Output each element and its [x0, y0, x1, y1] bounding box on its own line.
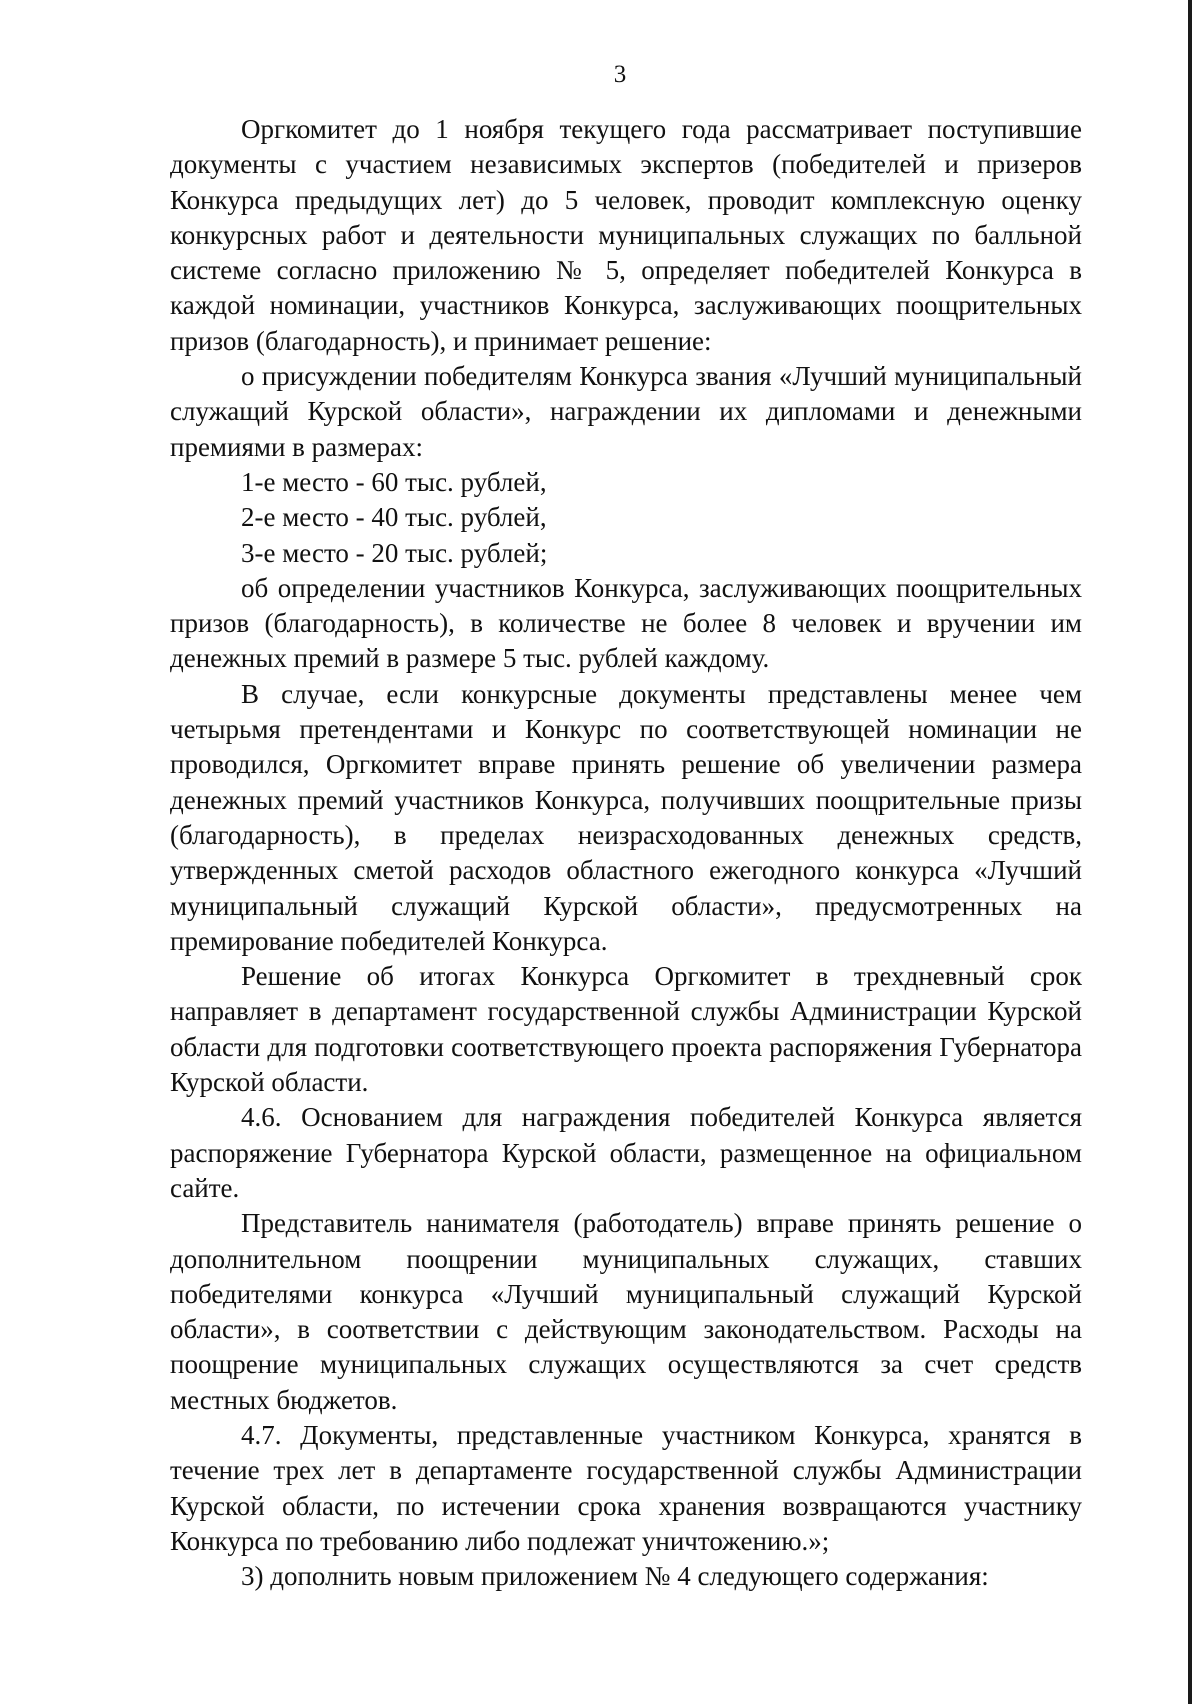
paragraph-incentive-prizes: об определении участников Конкурса, заслуживающих поощрительных призов (благодарность), в количестве не более 8 человек и вручении им денежных премий в размере 5 тыс. рублей каждому. — [170, 572, 1082, 674]
paragraph-results-decision: Решение об итогах Конкурса Оргкомитет в трехдневный срок направляет в департамент государственной службы Администрации Курской области для подготовки соответствующего проекта распоряжения Губернатора Курской области. — [170, 961, 1082, 1098]
document-body — [170, 112, 1082, 1594]
paragraph-employer-reward: Представитель нанимателя (работодатель) вправе принять решение о дополнительном поощрении муниципальных служащих, ставших победителями конкурса «Лучший муниципальный служащий Курской области», в соответствии с действующим законодательством. Расходы на поощрение муниципальных служащих осуществляются за счет средств местных бюджетов. — [170, 1208, 1082, 1415]
page-number: 3 — [613, 61, 627, 88]
page-edge-line — [1188, 0, 1192, 1704]
paragraph-orgcommittee-review: Оргкомитет до 1 ноября текущего года рассматривает поступившие документы с участием независимых экспертов (победителей и призеров Конкурса предыдущих лет) до 5 человек, проводит комплексную оценку конкурсных работ и деятельности муниципальных служащих по балльной системе согласно приложению № 5, определяет победителей Конкурса в каждой номинации, участников Конкурса, заслуживающих поощрительных призов (благодарность), и принимает решение: — [170, 114, 1082, 356]
paragraph-second-place: 2-е место - 40 тыс. рублей, — [241, 502, 547, 533]
paragraph-first-place: 1-е место - 60 тыс. рублей, — [241, 466, 547, 497]
paragraph-fewer-candidates: В случае, если конкурсные документы представлены менее чем четырьмя претендентами и Конкурс по соответствующей номинации не проводился, Оргкомитет вправе принять решение об увеличении размера денежных премий участников Конкурса, получивших поощрительные призы (благодарность), в пределах неизрасходованных денежных средств, утвержденных сметой расходов областного ежегодного конкурса «Лучший муниципальный служащий Курской области», предусмотренных на премирование победителей Конкурса. — [170, 678, 1082, 956]
paragraph-section-4-6: 4.6. Основанием для награждения победителей Конкурса является распоряжение Губернатора Курской области, размещенное на официальном сайте. — [170, 1102, 1082, 1203]
paragraph-section-4-7: 4.7. Документы, представленные участником Конкурса, хранятся в течение трех лет в департаменте государственной службы Администрации Курской области, по истечении срока хранения возвращаются участнику Конкурса по требованию либо подлежат уничтожению.»; — [170, 1419, 1082, 1556]
paragraph-award-title: о присуждении победителям Конкурса звания «Лучший муниципальный служащий Курской области», награждении их дипломами и денежными премиями в размерах: — [170, 361, 1082, 462]
paragraph-amendment-3: 3) дополнить новым приложением № 4 следующего содержания: — [241, 1561, 989, 1592]
paragraph-third-place: 3-е место - 20 тыс. рублей; — [241, 537, 548, 568]
